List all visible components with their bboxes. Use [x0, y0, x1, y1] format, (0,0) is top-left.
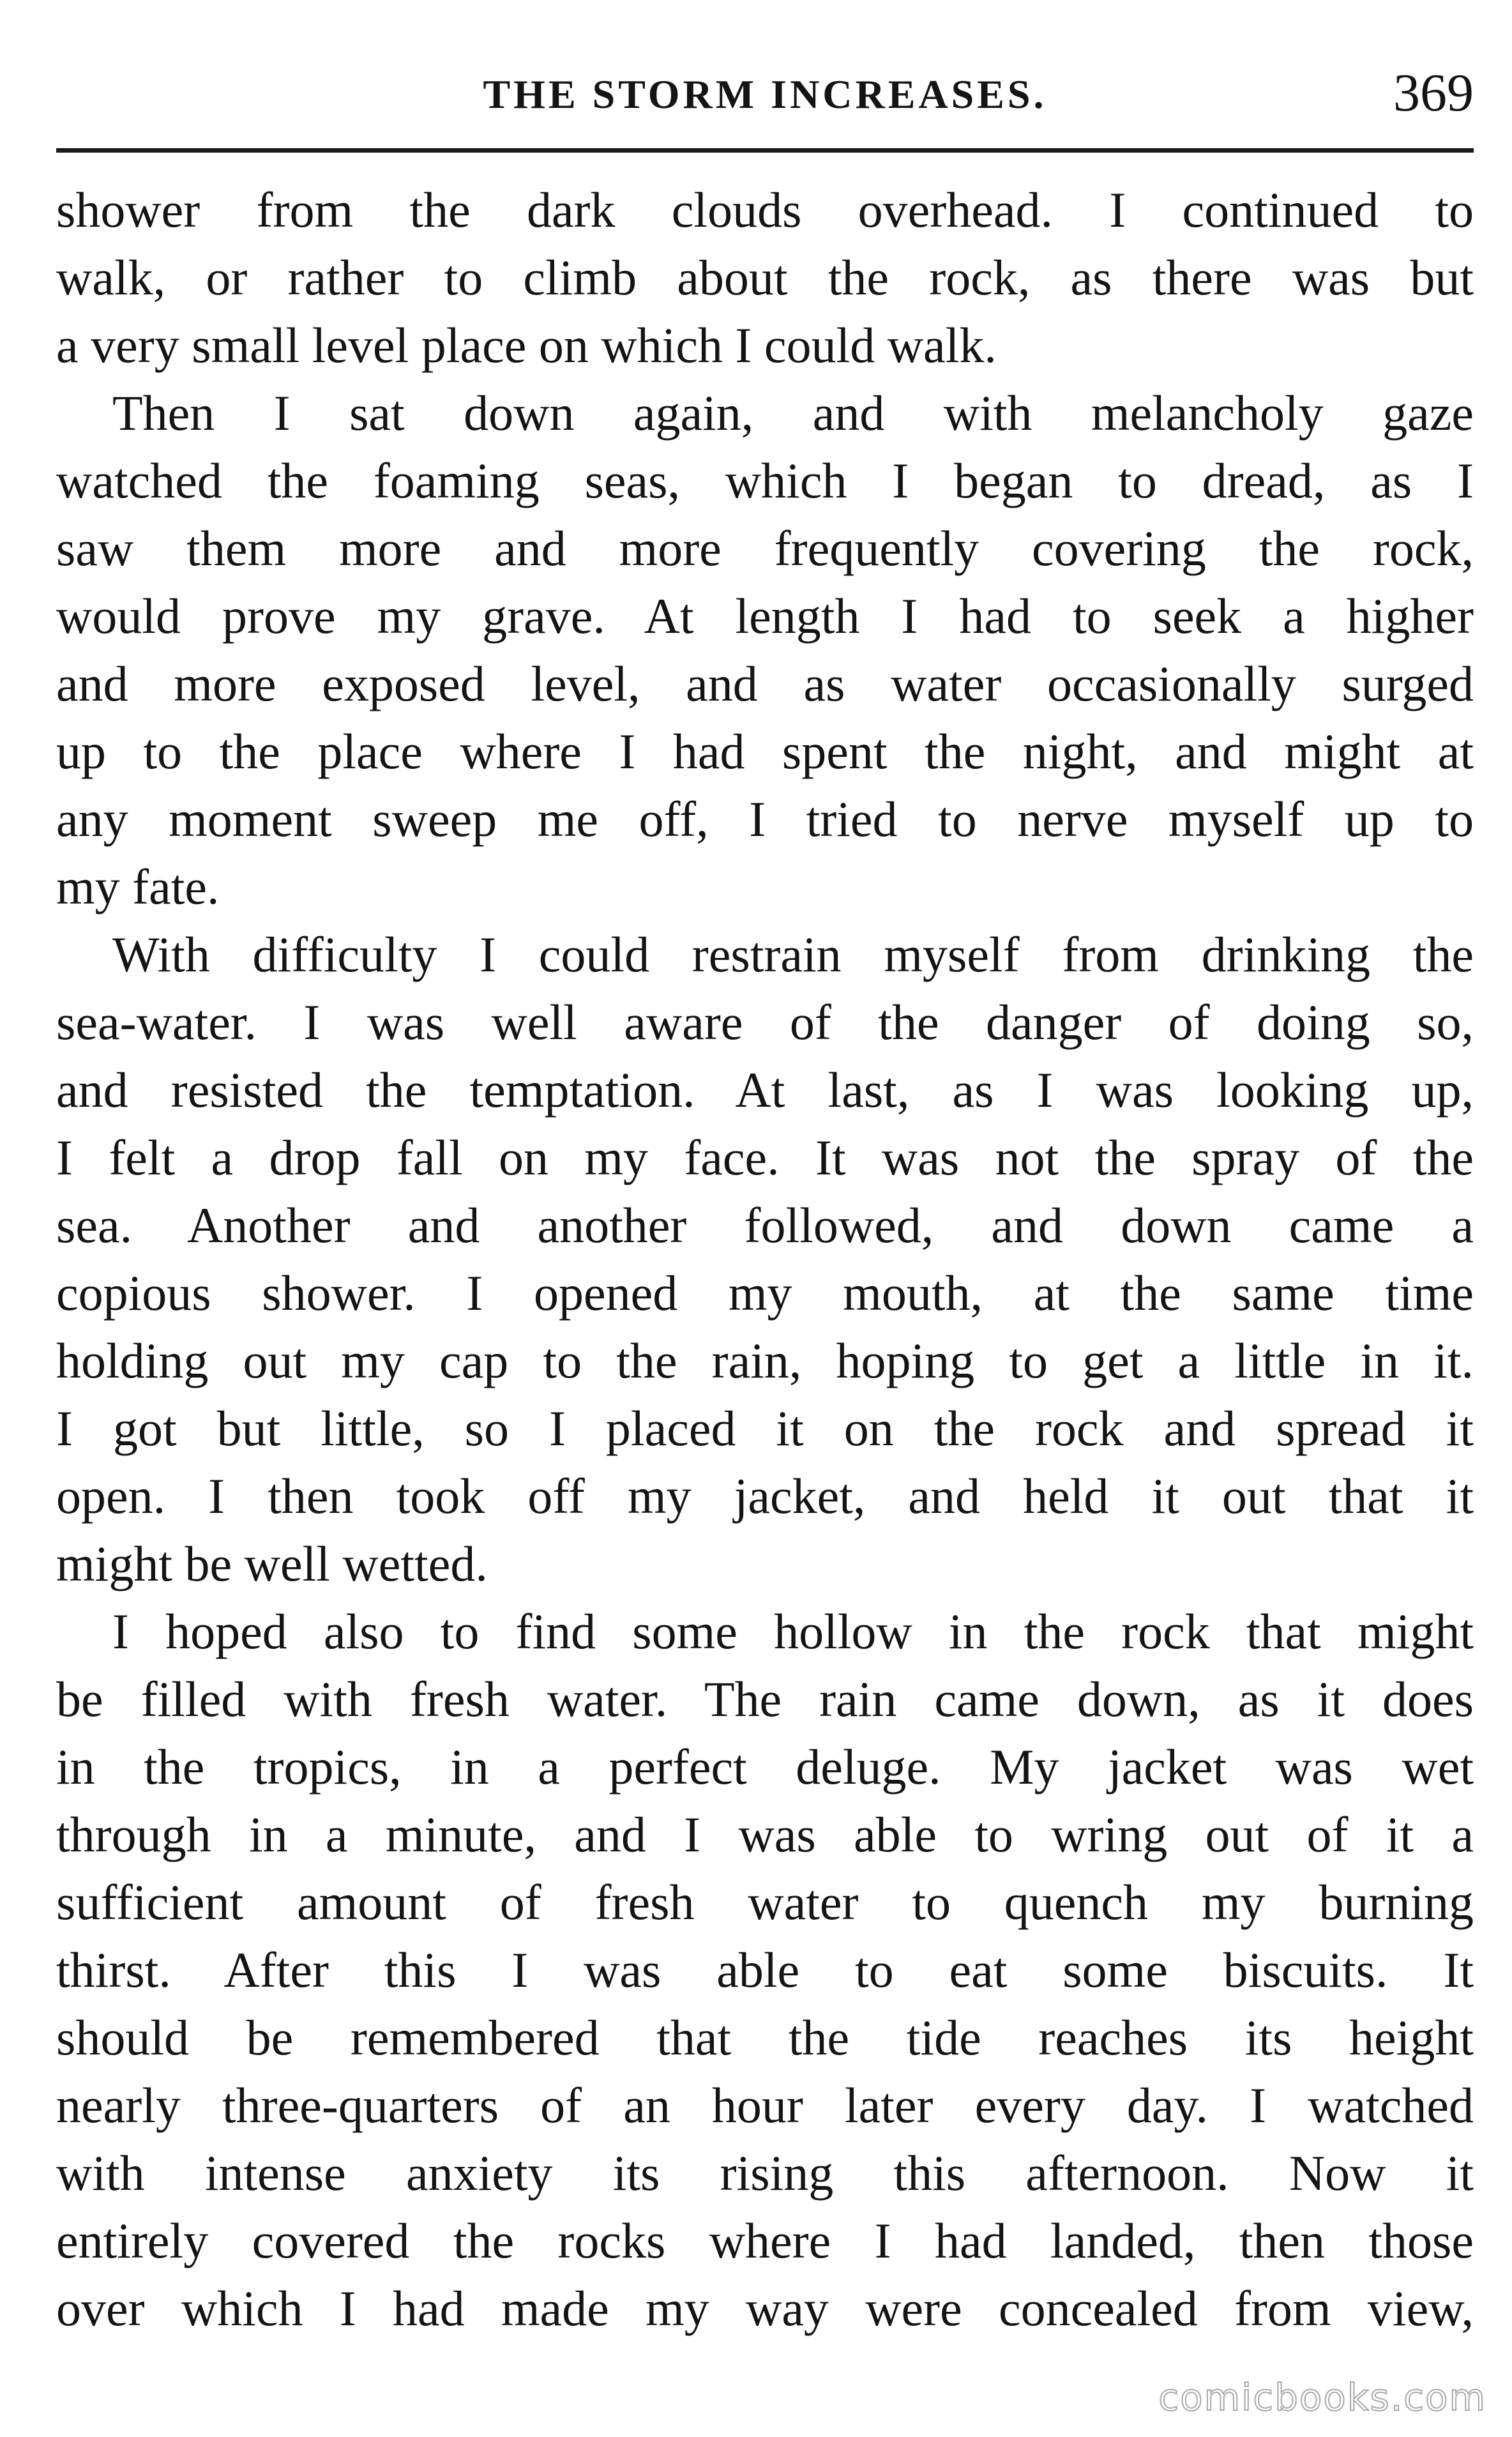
- text-line: walk, or rather to climb about the rock, as there was but: [56, 250, 1474, 305]
- header-rule: [56, 148, 1474, 153]
- text-line: over which I had made my way were concealed from view,: [56, 2281, 1474, 2336]
- text-line: I felt a drop fall on my face. It was not the spray of the: [56, 1130, 1474, 1185]
- text-line: entirely covered the rocks where I had landed, then those: [56, 2213, 1474, 2268]
- text-line: sea-water. I was well aware of the danger of doing so,: [56, 994, 1474, 1050]
- watermark: comicbooks.com: [1158, 2376, 1486, 2419]
- paragraph: [56, 921, 1474, 1598]
- text-line: through in a minute, and I was able to wring out of it a: [56, 1807, 1474, 1862]
- text-line: be filled with fresh water. The rain came down, as it does: [56, 1671, 1474, 1727]
- page-number: 369: [1393, 63, 1474, 123]
- text-line: in the tropics, in a perfect deluge. My jacket was wet: [56, 1739, 1474, 1795]
- text-line: saw them more and more frequently covering the rock,: [56, 520, 1474, 576]
- text-line: nearly three-quarters of an hour later every day. I watched: [56, 2077, 1474, 2133]
- text-line: might be well wetted.: [56, 1536, 488, 1591]
- text-line: open. I then took off my jacket, and held it out that it: [56, 1468, 1474, 1524]
- text-line: thirst. After this I was able to eat some biscuits. It: [56, 1942, 1474, 1998]
- body-text: [56, 176, 1474, 2342]
- paragraph: [56, 379, 1474, 921]
- text-line: copious shower. I opened my mouth, at the same time: [56, 1265, 1474, 1321]
- text-line: should be remembered that the tide reaches its height: [56, 2010, 1474, 2065]
- text-line: sufficient amount of fresh water to quench my burning: [56, 1874, 1474, 1930]
- running-title: THE STORM INCREASES.: [483, 72, 1047, 117]
- text-line: I hoped also to find some hollow in the rock that might: [112, 1604, 1474, 1659]
- text-line: With difficulty I could restrain myself from drinking the: [112, 927, 1474, 982]
- text-line: sea. Another and another followed, and down came a: [56, 1197, 1474, 1253]
- text-line: a very small level place on which I could walk.: [56, 317, 997, 373]
- paragraph: [56, 176, 1474, 379]
- text-line: would prove my grave. At length I had to seek a higher: [56, 588, 1474, 644]
- text-line: up to the place where I had spent the night, and might at: [56, 724, 1474, 779]
- text-line: and more exposed level, and as water occasionally surged: [56, 656, 1474, 711]
- text-line: any moment sweep me off, I tried to nerve myself up to: [56, 791, 1474, 847]
- text-line: shower from the dark clouds overhead. I continued to: [56, 182, 1474, 238]
- text-line: I got but little, so I placed it on the rock and spread it: [56, 1401, 1474, 1456]
- text-line: my fate.: [56, 859, 220, 915]
- text-line: with intense anxiety its rising this afternoon. Now it: [56, 2145, 1474, 2201]
- text-line: Then I sat down again, and with melancholy gaze: [112, 385, 1474, 441]
- paragraph: [56, 1598, 1474, 2342]
- text-line: and resisted the temptation. At last, as I was looking up,: [56, 1062, 1474, 1118]
- running-head: [56, 38, 1474, 134]
- text-line: holding out my cap to the rain, hoping to get a little in it.: [56, 1333, 1474, 1388]
- text-line: watched the foaming seas, which I began to dread, as I: [56, 453, 1474, 508]
